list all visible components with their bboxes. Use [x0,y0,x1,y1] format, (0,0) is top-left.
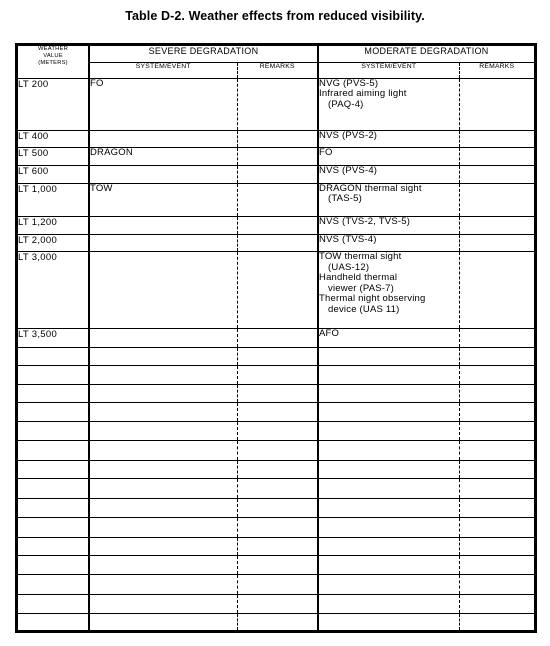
severe-system-event-cell: TOW [89,183,237,216]
severe-remarks-cell [237,517,318,537]
weather-value-cell [18,613,89,630]
moderate-entry-line: NVS (PVS-2) [319,130,378,141]
moderate-remarks-cell [459,348,534,366]
weather-value-header-line: WEATHER [38,46,68,52]
blank-table-row [18,365,534,384]
weather-value-cell: LT 400 [18,130,89,148]
severe-remarks-cell [237,537,318,556]
moderate-system-event-cell [318,575,459,595]
moderate-system-event-cell [318,252,459,329]
moderate-system-event-cell [318,460,459,479]
weather-value-cell [18,556,89,575]
moderate-entry [319,235,459,246]
blank-table-row [18,556,534,575]
moderate-system-event-cell [318,217,459,235]
moderate-remarks-cell [459,594,534,613]
moderate-system-event-cell [318,517,459,537]
severe-remarks-cell [237,556,318,575]
severe-remarks-cell [237,165,318,183]
moderate-system-event-cell [318,537,459,556]
moderate-entry-line: device (UAS 11) [328,303,400,315]
severe-system-event-cell [89,217,237,235]
weather-value-cell [18,348,89,366]
severe-system-event-cell [89,422,237,441]
table-row [18,217,534,235]
weather-value-header-line: (METERS) [38,60,68,66]
blank-table-row [18,517,534,537]
moderate-entry-line: (TAS-5) [328,193,362,205]
table-row [18,148,534,166]
moderate-remarks-cell [459,499,534,518]
moderate-system-event-header: SYSTEM/EVENT [318,62,459,78]
severe-system-event-cell [89,234,237,252]
moderate-remarks-cell [459,556,534,575]
weather-value-cell [18,594,89,613]
moderate-entry [319,217,459,228]
moderate-entry [319,329,459,340]
moderate-remarks-cell [459,148,534,166]
severe-system-event-cell [89,348,237,366]
moderate-system-event-cell [318,479,459,499]
moderate-system-event-cell [318,594,459,613]
moderate-remarks-cell [459,517,534,537]
weather-value-cell [18,537,89,556]
severe-system-event-cell [89,329,237,348]
severe-remarks-cell [237,575,318,595]
severe-remarks-cell [237,499,318,518]
moderate-remarks-cell [459,165,534,183]
severe-remarks-cell [237,440,318,460]
severe-remarks-cell [237,252,318,329]
moderate-remarks-cell [459,575,534,595]
severe-system-event-cell [89,537,237,556]
table-frame [15,43,537,633]
weather-value-cell: LT 2,000 [18,234,89,252]
moderate-remarks-cell [459,613,534,630]
severe-remarks-cell [237,130,318,148]
severe-remarks-cell [237,422,318,441]
moderate-entry-line: NVS (TVS-2, TVS-5) [319,216,411,227]
moderate-remarks-cell [459,130,534,148]
moderate-degradation-header: MODERATE DEGRADATION [364,46,489,56]
table-row [18,234,534,252]
severe-remarks-cell [237,183,318,216]
weather-value-cell: LT 3,500 [18,329,89,348]
severe-remarks-cell [237,384,318,403]
table-body [18,78,534,630]
moderate-remarks-cell [459,329,534,348]
weather-value-cell [18,440,89,460]
severe-system-event-cell [89,252,237,329]
weather-value-cell [18,575,89,595]
severe-remarks-cell [237,348,318,366]
severe-system-event-header: SYSTEM/EVENT [89,62,237,78]
weather-value-cell [18,517,89,537]
severe-remarks-cell [237,460,318,479]
blank-table-row [18,403,534,422]
blank-table-row [18,575,534,595]
moderate-system-event-cell [318,329,459,348]
severe-system-event-cell: FO [89,78,237,130]
table-row [18,130,534,148]
blank-table-row [18,613,534,630]
severe-system-event-cell [89,440,237,460]
severe-remarks-cell [237,148,318,166]
moderate-entry-line: AFO [319,328,340,340]
moderate-entry [319,89,459,110]
moderate-system-event-cell [318,440,459,460]
table-row [18,329,534,348]
moderate-system-event-cell [318,165,459,183]
weather-value-cell [18,422,89,441]
severe-degradation-header: SEVERE DEGRADATION [89,46,318,62]
weather-value-cell: LT 500 [18,148,89,166]
blank-table-row [18,348,534,366]
weather-value-cell: LT 1,200 [18,217,89,235]
moderate-entry [319,184,459,205]
weather-value-header [18,46,89,78]
moderate-system-event-cell [318,348,459,366]
severe-system-event-cell [89,499,237,518]
severe-system-event-cell [89,594,237,613]
severe-remarks-cell [237,329,318,348]
moderate-entry-line: FO [319,147,333,159]
blank-table-row [18,499,534,518]
weather-value-cell [18,479,89,499]
severe-remarks-cell [237,479,318,499]
severe-system-event-cell [89,479,237,499]
moderate-system-event-cell [318,422,459,441]
moderate-entry [319,294,459,315]
moderate-remarks-cell [459,440,534,460]
moderate-system-event-cell [318,556,459,575]
table-row [18,78,534,130]
blank-table-row [18,422,534,441]
moderate-system-event-cell [318,403,459,422]
weather-value-header-line: VALUE [43,53,63,59]
severe-remarks-cell [237,234,318,252]
severe-system-event-cell [89,165,237,183]
visibility-table [18,46,534,630]
blank-table-row [18,440,534,460]
moderate-entry-line: (PAQ-4) [328,98,364,110]
severe-system-event-cell [89,365,237,384]
moderate-entry-line: Infrared aiming light [319,88,407,99]
table-row [18,183,534,216]
blank-table-row [18,384,534,403]
moderate-entry [319,273,459,294]
severe-system-event-cell [89,613,237,630]
severe-remarks-cell [237,403,318,422]
moderate-entry [319,166,459,177]
weather-value-cell: LT 3,000 [18,252,89,329]
severe-system-event-cell [89,575,237,595]
severe-remarks-cell [237,78,318,130]
moderate-remarks-cell [459,422,534,441]
moderate-remarks-cell [459,252,534,329]
moderate-remarks-cell [459,537,534,556]
severe-remarks-cell [237,613,318,630]
moderate-remarks-cell [459,460,534,479]
table-title: Table D-2. Weather effects from reduced visibility. [125,9,425,23]
moderate-remarks-cell [459,365,534,384]
moderate-entry-line: TOW thermal sight [319,251,402,263]
moderate-entry-line: Handheld thermal [319,272,398,284]
moderate-entry-line: NVS (TVS-4) [319,234,377,245]
moderate-entry-line: Thermal night observing [319,293,426,305]
moderate-system-event-cell [318,148,459,166]
severe-remarks-cell [237,217,318,235]
severe-system-event-cell [89,556,237,575]
weather-value-cell [18,460,89,479]
severe-remarks-cell [237,365,318,384]
moderate-system-event-cell [318,130,459,148]
severe-system-event-cell [89,384,237,403]
moderate-entry-line: NVS (PVS-4) [319,165,378,176]
moderate-system-event-cell [318,183,459,216]
severe-remarks-cell [237,594,318,613]
severe-system-event-cell [89,517,237,537]
moderate-entry-line: viewer (PAS-7) [328,282,394,294]
moderate-remarks-cell [459,78,534,130]
moderate-system-event-cell [318,613,459,630]
moderate-system-event-cell [318,78,459,130]
moderate-remarks-header: REMARKS [459,62,534,78]
moderate-remarks-cell [459,183,534,216]
moderate-system-event-cell [318,384,459,403]
moderate-remarks-cell [459,403,534,422]
moderate-entry [319,148,459,159]
weather-value-cell [18,403,89,422]
table-row [18,165,534,183]
weather-value-cell: LT 600 [18,165,89,183]
moderate-entry-line: NVG (PVS-5) [319,78,379,89]
severe-system-event-cell: DRAGON [89,148,237,166]
moderate-remarks-cell [459,217,534,235]
blank-table-row [18,594,534,613]
moderate-entry [319,131,459,142]
moderate-entry-line: (UAS-12) [328,261,370,273]
weather-value-cell [18,365,89,384]
weather-value-cell [18,499,89,518]
moderate-remarks-cell [459,384,534,403]
moderate-remarks-cell [459,234,534,252]
weather-value-cell [18,384,89,403]
moderate-system-event-cell [318,365,459,384]
severe-system-event-cell [89,403,237,422]
weather-value-cell: LT 1,000 [18,183,89,216]
moderate-entry-line: DRAGON thermal sight [319,183,422,194]
table-row [18,252,534,329]
moderate-remarks-cell [459,479,534,499]
severe-system-event-cell [89,130,237,148]
blank-table-row [18,460,534,479]
moderate-entry [319,252,459,273]
blank-table-row [18,537,534,556]
moderate-system-event-cell [318,499,459,518]
moderate-system-event-cell [318,234,459,252]
severe-remarks-header: REMARKS [237,62,318,78]
severe-system-event-cell [89,460,237,479]
blank-table-row [18,479,534,499]
weather-value-cell: LT 200 [18,78,89,130]
